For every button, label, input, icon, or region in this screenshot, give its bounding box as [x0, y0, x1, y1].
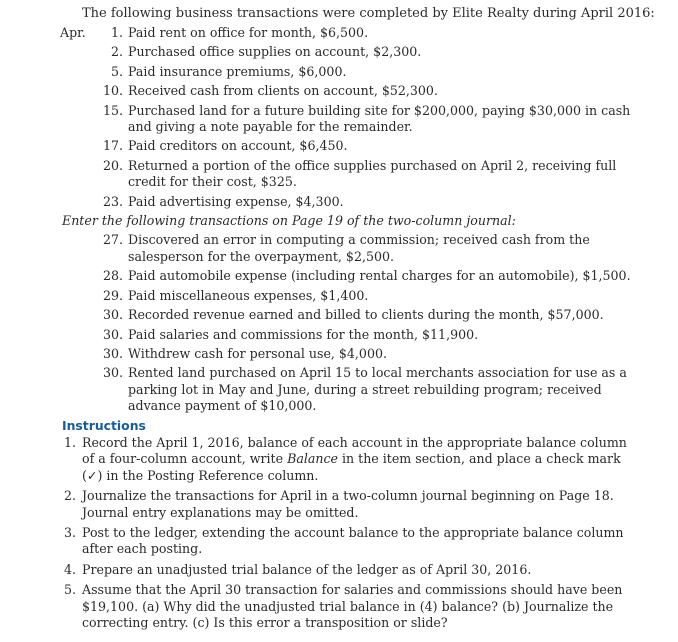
item-number: 5. [63, 582, 76, 598]
transaction-item [0, 44, 633, 60]
item-number: 5. [110, 63, 123, 79]
item-number: 17. [102, 138, 123, 154]
instructions-heading: Instructions [62, 417, 146, 433]
item-number: 29. [102, 287, 123, 303]
item-number: 30. [102, 326, 123, 342]
transaction-item [0, 346, 633, 362]
item-number: 2. [110, 44, 123, 60]
item-text: Record the April 1, 2016, balance of each account in the appropriate balance column of a four-column account, write [82, 434, 627, 467]
item-text: Paid salaries and commissions for the month, $11,900. [128, 326, 479, 342]
month-label: Apr. [60, 25, 86, 40]
item-text: Journalize the transactions for April in a two-column journal beginning on Page 18. Journal entry explanations may be omitted. [82, 488, 614, 520]
item-number: 1. [63, 434, 76, 450]
item-text: Paid insurance premiums, $6,000. [128, 63, 347, 79]
transaction-item [0, 83, 633, 99]
item-number: 20. [102, 157, 123, 173]
item-number: 15. [102, 102, 123, 118]
transaction-item [0, 103, 633, 136]
item-number: 2. [63, 488, 76, 504]
transaction-item [0, 64, 633, 80]
item-number: 23. [102, 193, 123, 209]
transaction-item [0, 365, 633, 414]
transaction-item [0, 327, 633, 343]
transactions-april-first-half [0, 25, 678, 210]
item-text: Paid rent on office for month, $6,500. [128, 25, 369, 40]
item-text: Post to the ledger, extending the account balance to the appropriate balance column after each posting. [82, 524, 624, 557]
transaction-item [0, 194, 633, 210]
transaction-item [0, 288, 633, 304]
item-text: Returned a portion of the office supplies purchased on April 2, receiving full credit for their cost, $325. [128, 157, 617, 190]
transaction-list [0, 25, 678, 635]
intro-sentence: The following business transactions were completed by Elite Realty during April 2016: [82, 6, 655, 21]
item-number: 4. [63, 561, 76, 577]
item-number: 30. [102, 365, 123, 381]
instructions-list [0, 435, 678, 631]
journal-subheading: Enter the following transactions on Page 19 of the two-column journal: [62, 213, 516, 229]
item-italic-text: Balance [287, 451, 338, 467]
item-text: Rented land purchased on April 15 to local merchants association for use as a parking lot in May and June, during a street rebuilding program; received advance payment of $10,000. [128, 365, 627, 414]
transaction-item [0, 268, 633, 284]
item-text: Paid automobile expense (including rental charges for an automobile), $1,500. [128, 268, 631, 284]
item-number: 30. [102, 345, 123, 361]
transaction-item [0, 25, 633, 41]
item-text: Recorded revenue earned and billed to clients during the month, $57,000. [128, 307, 604, 323]
instruction-item [0, 435, 632, 484]
instruction-item [0, 488, 632, 521]
item-text: Purchased land for a future building site for $200,000, paying $30,000 in cash and giving a note payable for the remainder. [128, 102, 631, 135]
item-text: Purchased office supplies on account, $2,300. [128, 44, 422, 60]
instruction-item [0, 562, 632, 578]
item-text: Prepare an unadjusted trial balance of the ledger as of April 30, 2016. [82, 561, 532, 577]
item-number: 28. [102, 268, 123, 284]
transaction-item [0, 158, 633, 191]
item-number: 30. [102, 307, 123, 323]
item-text: Paid advertising expense, $4,300. [128, 193, 344, 209]
item-text: Withdrew cash for personal use, $4,000. [128, 345, 387, 361]
item-text: Paid miscellaneous expenses, $1,400. [128, 287, 369, 303]
transaction-item [0, 307, 633, 323]
transactions-april-second-half [0, 232, 678, 414]
instruction-item [0, 582, 632, 631]
transaction-item [0, 138, 633, 154]
item-number: 3. [63, 524, 76, 540]
transaction-item [0, 232, 633, 265]
item-text: Discovered an error in computing a commission; received cash from the salesperson for the overpayment, $2,500. [128, 232, 590, 264]
item-text-continued: in the item section, and place a check mark (✓) in the Posting Reference column. [82, 451, 621, 483]
item-number: 27. [102, 232, 123, 248]
instruction-item [0, 525, 632, 558]
item-text: Received cash from clients on account, $52,300. [128, 83, 438, 99]
item-text: Assume that the April 30 transaction for salaries and commissions should have been $19,100. (a) Why did the unadjusted trial balance in (4) balance? (b) Journalize the correcting entry. (c) Is this error a transposition or slide? [82, 582, 623, 630]
item-number: 10. [102, 83, 123, 99]
item-text: Paid creditors on account, $6,450. [128, 138, 348, 154]
item-number: 1. [110, 25, 123, 40]
